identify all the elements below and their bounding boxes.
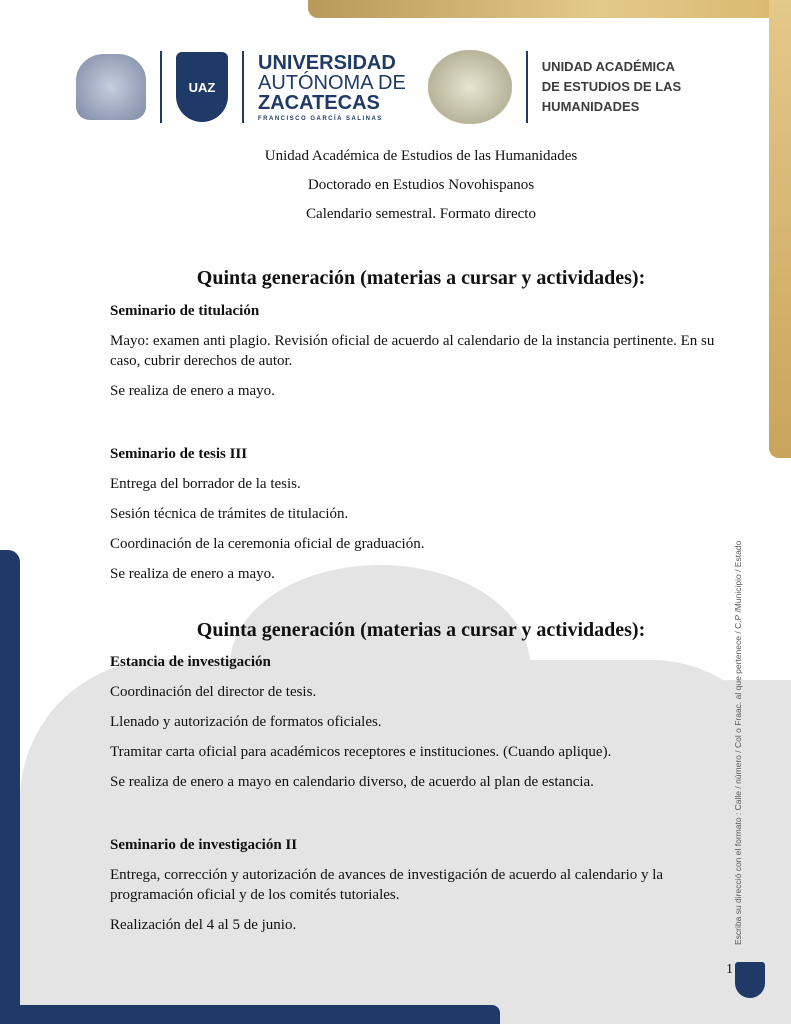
subsection-title: Seminario de tesis III [110, 446, 248, 462]
wordmark-line3: ZACATECAS [258, 91, 380, 114]
paragraph: Realización del 4 al 5 de junio. [110, 917, 297, 933]
section-title: Quinta generación (materias a cursar y actividades): [196, 267, 646, 289]
paragraph: Tramitar carta oficial para académicos receptores e instituciones. (Cuando aplique). [110, 744, 612, 760]
paragraph: Coordinación de la ceremonia oficial de graduación. [110, 536, 425, 552]
eagle-emblem-icon [735, 962, 765, 998]
section-1-content [110, 301, 720, 584]
gold-right-band [769, 0, 791, 458]
uaz-badge-logo [176, 52, 228, 122]
header-line: Unidad Académica de Estudios de las Humanidades [264, 148, 578, 164]
header-line: Doctorado en Estudios Novohispanos [307, 177, 535, 193]
page-number: 1 [726, 962, 733, 977]
pegasus-logo [428, 50, 512, 124]
section-2-content [110, 652, 720, 935]
wordmark-line2: AUTÓNOMA DE [258, 71, 406, 94]
paragraph: Se realiza de enero a mayo. [110, 566, 275, 582]
wordmark-line1: UNIVERSIDAD [258, 51, 396, 74]
uaz-shield-logo [76, 54, 146, 120]
paragraph: Sesión técnica de trámites de titulación. [110, 506, 349, 522]
paragraph: Coordinación del director de tesis. [110, 684, 317, 700]
university-wordmark [258, 53, 406, 122]
unit-name [542, 57, 681, 117]
divider [526, 51, 528, 123]
header-logos [76, 48, 681, 126]
unit-line: UNIDAD ACADÉMICA [541, 59, 675, 74]
gold-top-band [308, 0, 791, 18]
subsection-title: Seminario de titulación [110, 303, 260, 319]
divider [242, 51, 244, 123]
paragraph: Llenado y autorización de formatos oficiales. [110, 714, 382, 730]
address-note: Escriba su direcció con el formato : Calle / número / Col o Fraac. al que pertenece / C.P /Municipio / Estado [733, 540, 743, 945]
paragraph: Se realiza de enero a mayo en calendario diverso, de acuerdo al plan de estancia. [110, 774, 594, 790]
unit-line: HUMANIDADES [541, 99, 640, 114]
subsection-title: Estancia de investigación [110, 654, 271, 670]
navy-bottom-band [0, 1005, 500, 1024]
paragraph: Mayo: examen anti plagio. Revisión oficial de acuerdo al calendario de la instancia pertinente. En su caso, cubrir derechos de autor. [110, 333, 715, 369]
uaz-badge-text: UAZ [188, 79, 216, 95]
section-title: Quinta generación (materias a cursar y actividades): [196, 619, 646, 641]
paragraph: Entrega del borrador de la tesis. [110, 476, 301, 492]
divider [160, 51, 162, 123]
wordmark-tagline: FRANCISCO GARCÍA SALINAS [258, 115, 383, 122]
unit-line: DE ESTUDIOS DE LAS [541, 79, 682, 94]
paragraph: Entrega, corrección y autorización de avances de investigación de acuerdo al calendario y la programación oficial y de los comités tutoriales. [110, 867, 664, 903]
subsection-title: Seminario de investigación II [110, 837, 298, 853]
paragraph: Se realiza de enero a mayo. [110, 383, 275, 399]
header-line: Calendario semestral. Formato directo [306, 206, 536, 222]
